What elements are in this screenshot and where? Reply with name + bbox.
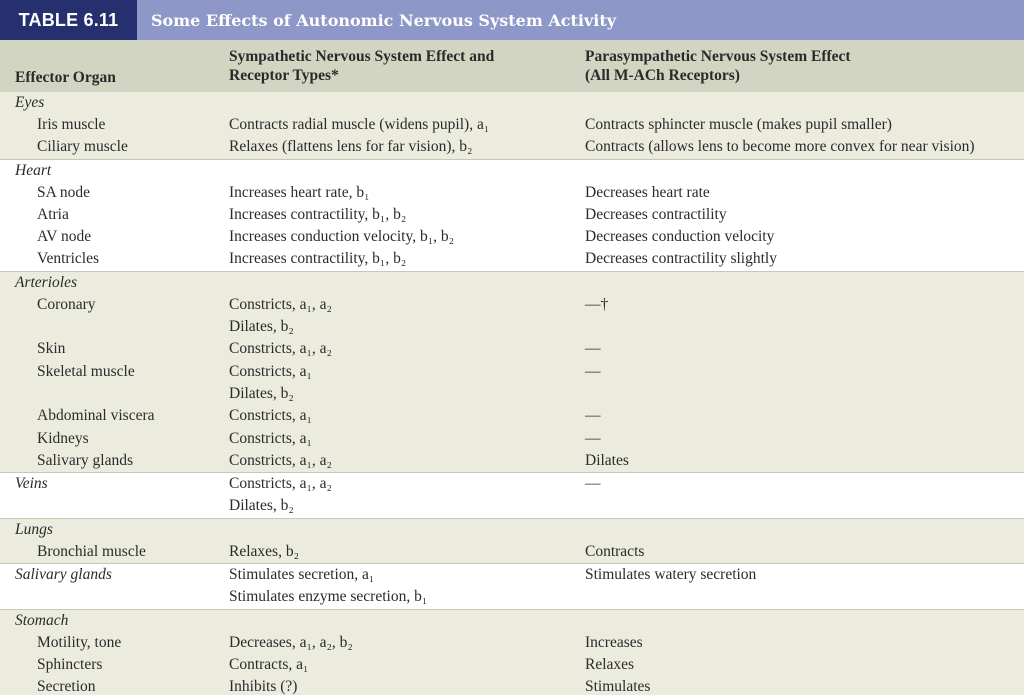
cell-parasympathetic-effect: Decreases contractility slightly <box>585 250 777 268</box>
cell-sympathetic-effect: Relaxes (flattens lens for far vision), b₂ <box>229 138 473 156</box>
cell-parasympathetic-effect: Decreases contractility <box>585 205 727 223</box>
cell-effector-organ: Ventricles <box>37 250 99 268</box>
cell-sympathetic-effect: Dilates, b₂ <box>229 318 294 336</box>
table-row <box>0 495 1024 517</box>
table-row <box>0 294 1024 316</box>
table-group <box>0 610 1024 695</box>
table-row <box>0 204 1024 226</box>
cell-effector-organ: AV node <box>37 228 92 246</box>
cell-parasympathetic-effect: — <box>585 340 601 358</box>
cell-sympathetic-effect: Constricts, a₁, a₂ <box>229 451 332 469</box>
table-row <box>0 428 1024 450</box>
group-title: Stomach <box>15 611 69 629</box>
cell-effector-organ: Iris muscle <box>37 116 106 133</box>
cell-effector-organ: Veins <box>15 475 48 493</box>
cell-sympathetic-effect: Increases conduction velocity, b₁, b₂ <box>229 228 455 246</box>
cell-parasympathetic-effect: Contracts <box>585 542 645 560</box>
table-row <box>0 338 1024 360</box>
table-group <box>0 564 1024 609</box>
table-row <box>0 248 1024 270</box>
cell-sympathetic-effect: Constricts, a₁, a₂ <box>229 475 332 493</box>
cell-sympathetic-effect: Increases contractility, b₁, b₂ <box>229 250 407 268</box>
cell-parasympathetic-effect: Decreases conduction velocity <box>585 228 775 246</box>
header-parasympathetic-line1: Parasympathetic Nervous System Effect <box>585 48 851 65</box>
cell-sympathetic-effect: Contracts radial muscle (widens pupil), a₁ <box>229 116 490 133</box>
table-row <box>0 405 1024 427</box>
table-row <box>0 383 1024 405</box>
cell-effector-organ: Abdominal viscera <box>37 407 155 425</box>
cell-parasympathetic-effect: Decreases heart rate <box>585 183 710 201</box>
table-row <box>0 136 1024 158</box>
group-title: Eyes <box>15 94 45 111</box>
table-row <box>0 226 1024 248</box>
table-header <box>0 40 1024 92</box>
cell-effector-organ: Coronary <box>37 295 96 313</box>
cell-parasympathetic-effect: Stimulates watery secretion <box>585 566 757 584</box>
cell-sympathetic-effect: Relaxes, b₂ <box>229 542 299 560</box>
cell-sympathetic-effect: Constricts, a₁, a₂ <box>229 295 332 313</box>
cell-sympathetic-effect: Inhibits (?) <box>229 678 298 695</box>
table-row <box>0 654 1024 676</box>
cell-sympathetic-effect: Stimulates enzyme secretion, b₁ <box>229 588 428 606</box>
cell-sympathetic-effect: Constricts, a₁, a₂ <box>229 340 332 358</box>
cell-sympathetic-effect: Constricts, a₁ <box>229 407 312 425</box>
cell-sympathetic-effect: Dilates, b₂ <box>229 384 294 402</box>
table-body <box>0 92 1024 695</box>
cell-effector-organ: Ciliary muscle <box>37 138 128 156</box>
header-parasympathetic <box>585 47 851 85</box>
cell-sympathetic-effect: Increases contractility, b₁, b₂ <box>229 205 407 223</box>
table-number-label: TABLE 6.11 <box>0 0 137 40</box>
cell-effector-organ: Motility, tone <box>37 633 122 651</box>
table-group <box>0 92 1024 159</box>
cell-parasympathetic-effect: Stimulates <box>585 678 651 695</box>
cell-effector-organ: Secretion <box>37 678 96 695</box>
table-row <box>0 632 1024 654</box>
cell-sympathetic-effect: Constricts, a₁ <box>229 429 312 447</box>
table-title: Some Effects of Autonomic Nervous System Activity <box>151 10 617 30</box>
cell-effector-organ: Skin <box>37 340 66 358</box>
title-bar <box>0 0 1024 40</box>
table-group <box>0 272 1024 472</box>
cell-effector-organ: Kidneys <box>37 429 89 447</box>
table-row <box>0 182 1024 204</box>
header-sympathetic <box>229 47 494 85</box>
table-row <box>0 450 1024 472</box>
table-row <box>0 473 1024 495</box>
cell-effector-organ: Bronchial muscle <box>37 542 146 560</box>
cell-effector-organ: Skeletal muscle <box>37 362 135 380</box>
cell-parasympathetic-effect: Contracts sphincter muscle (makes pupil smaller) <box>585 116 892 133</box>
cell-sympathetic-effect: Contracts, a₁ <box>229 655 309 673</box>
cell-effector-organ: Atria <box>37 205 69 223</box>
group-title: Arterioles <box>15 273 77 291</box>
table-row <box>0 586 1024 608</box>
table-row <box>0 564 1024 586</box>
header-effector-organ: Effector Organ <box>15 69 116 86</box>
table-group <box>0 160 1024 271</box>
table-row <box>0 114 1024 136</box>
cell-sympathetic-effect: Stimulates secretion, a₁ <box>229 566 375 584</box>
cell-effector-organ: SA node <box>37 183 90 201</box>
cell-parasympathetic-effect: — <box>585 407 601 425</box>
cell-effector-organ: Salivary glands <box>15 566 112 584</box>
cell-parasympathetic-effect: — <box>585 429 601 447</box>
table-row <box>0 676 1024 695</box>
cell-sympathetic-effect: Constricts, a₁ <box>229 362 312 380</box>
cell-effector-organ: Sphincters <box>37 655 103 673</box>
header-sympathetic-line2: Receptor Types* <box>229 67 339 84</box>
table-group <box>0 519 1024 563</box>
table-group <box>0 473 1024 518</box>
group-title: Lungs <box>15 520 53 538</box>
cell-parasympathetic-effect: — <box>585 475 601 493</box>
cell-parasympathetic-effect: —† <box>585 295 609 313</box>
header-sympathetic-line1: Sympathetic Nervous System Effect and <box>229 48 495 65</box>
cell-parasympathetic-effect: Relaxes <box>585 655 635 673</box>
cell-sympathetic-effect: Decreases, a₁, a₂, b₂ <box>229 633 353 651</box>
cell-parasympathetic-effect: Dilates <box>585 451 629 469</box>
table-row <box>0 361 1024 383</box>
cell-parasympathetic-effect: Contracts (allows lens to become more convex for near vision) <box>585 138 975 156</box>
table-row <box>0 316 1024 338</box>
cell-sympathetic-effect: Dilates, b₂ <box>229 497 294 515</box>
header-parasympathetic-line2: (All M-ACh Receptors) <box>585 67 740 84</box>
cell-sympathetic-effect: Increases heart rate, b₁ <box>229 183 370 201</box>
table-row <box>0 541 1024 563</box>
cell-parasympathetic-effect: Increases <box>585 633 643 651</box>
cell-effector-organ: Salivary glands <box>37 451 133 469</box>
cell-parasympathetic-effect: — <box>585 362 601 380</box>
group-title: Heart <box>15 161 52 179</box>
